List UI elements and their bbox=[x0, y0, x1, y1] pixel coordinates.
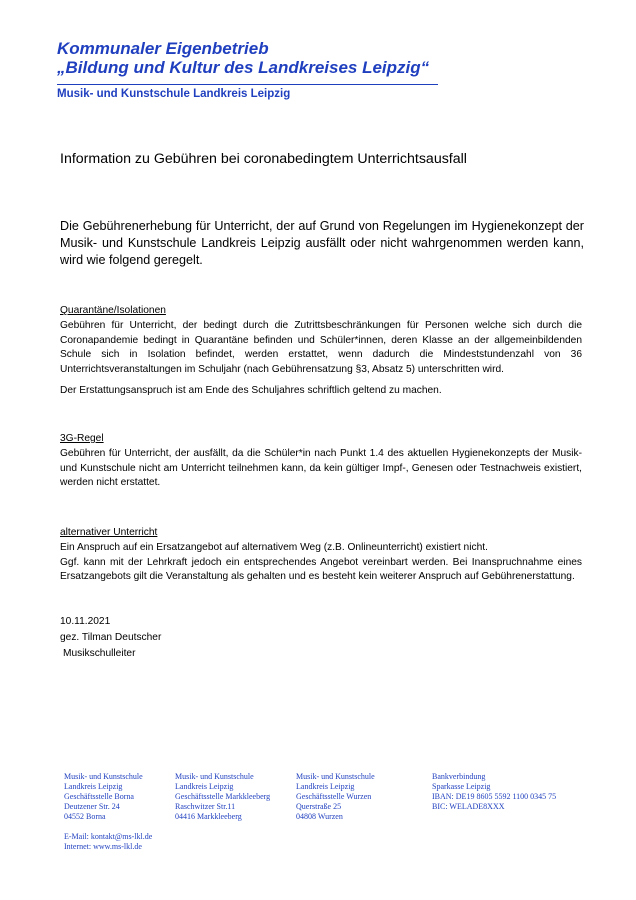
footer-contact bbox=[64, 832, 152, 852]
section-body: Ggf. kann mit der Lehrkraft jedoch ein entsprechendes Angebot vereinbart werden. Bei Inanspruchnahme eines Ersatzangebots gilt die Veranstaltung als gehalten und es besteht kein weiterer Anspruch auf Gebührenerstattung. bbox=[60, 556, 582, 583]
section-3g-rule bbox=[60, 432, 582, 491]
signature-block bbox=[60, 614, 161, 662]
school-name: Musik- und Kunstschule Landkreis Leipzig bbox=[57, 88, 291, 100]
section-body: Gebühren für Unterricht, der ausfällt, da die Schüler*in nach Punkt 1.4 des aktuellen Hygienekonzepts der Musik- und Kunstschule nicht am Unterricht teilnehmen kann, da kein gültiger Impf-, Genesen oder Testnachweis existiert, werden nicht erstattet. bbox=[60, 447, 582, 489]
footer-line: Sparkasse Leipzig bbox=[432, 782, 491, 791]
footer-line: 04552 Borna bbox=[64, 812, 106, 821]
signature-role: Musikschulleiter bbox=[63, 648, 136, 659]
footer-line: Geschäftsstelle Markkleeberg bbox=[175, 792, 271, 801]
footer-line: Musik- und Kunstschule bbox=[296, 772, 375, 781]
section-heading: Quarantäne/Isolationen bbox=[60, 305, 166, 316]
intro-paragraph: Die Gebührenerhebung für Unterricht, der auf Grund von Regelungen im Hygienekonzept der Musik- und Kunstschule Landkreis Leipzig ausfällt oder nicht wahrgenommen werden kann, wird wie folgend geregelt. bbox=[60, 219, 584, 267]
footer-line: 04416 Markkleeberg bbox=[175, 812, 242, 821]
letterhead-line-2: „Bildung und Kultur des Landkreises Leipzig“ bbox=[57, 58, 430, 77]
footer-wurzen bbox=[296, 772, 375, 822]
letterhead-divider bbox=[57, 84, 438, 85]
document-title: Information zu Gebühren bei coronabedingtem Unterrichtsausfall bbox=[60, 151, 467, 167]
footer-markkleeberg bbox=[175, 772, 270, 822]
footer-line: Geschäftsstelle Borna bbox=[64, 792, 134, 801]
footer-line: Raschwitzer Str.11 bbox=[175, 802, 236, 811]
footer-line: Landkreis Leipzig bbox=[296, 782, 355, 791]
footer-line: Geschäftsstelle Wurzen bbox=[296, 792, 372, 801]
section-heading: 3G-Regel bbox=[60, 433, 104, 444]
footer-line: Bankverbindung bbox=[432, 772, 486, 781]
signature-date: 10.11.2021 bbox=[60, 616, 111, 627]
footer-line: Landkreis Leipzig bbox=[175, 782, 234, 791]
footer-email: E-Mail: kontakt@ms-lkl.de bbox=[64, 832, 153, 841]
footer-line: Landkreis Leipzig bbox=[64, 782, 123, 791]
section-body: Gebühren für Unterricht, der bedingt durch die Zutrittsbeschränkungen für Personen welche sich durch die Coronapandemie bedingt in Quarantäne befinden und Schüler*innen, deren Klasse an der allgemeinbildenden Schule sich in Isolation befindet, werden erstattet, wenn dadurch die Mindeststundenzahl von 36 Unterrichtsveranstaltungen im Schuljahr (nach Gebührensatzung §3, Absatz 5) unterschritten wird. bbox=[60, 319, 582, 376]
footer-line: 04808 Wurzen bbox=[296, 812, 343, 821]
footer-line: Musik- und Kunstschule bbox=[64, 772, 143, 781]
letterhead bbox=[57, 39, 429, 77]
section-quarantine bbox=[60, 304, 582, 399]
footer-line: IBAN: DE19 8605 5592 1100 0345 75 bbox=[432, 792, 557, 801]
section-note: Der Erstattungsanspruch ist am Ende des Schuljahres schriftlich geltend zu machen. bbox=[60, 384, 442, 396]
footer-line: Deutzener Str. 24 bbox=[64, 802, 120, 811]
footer-line: Musik- und Kunstschule bbox=[175, 772, 254, 781]
letterhead-line-1: Kommunaler Eigenbetrieb bbox=[57, 39, 269, 58]
footer-line: Querstraße 25 bbox=[296, 802, 342, 811]
section-alternative-lessons bbox=[60, 526, 582, 585]
section-body: Ein Anspruch auf ein Ersatzangebot auf alternativem Weg (z.B. Onlineunterricht) existiert nicht. bbox=[60, 541, 488, 553]
signature-name: gez. Tilman Deutscher bbox=[60, 632, 162, 643]
footer-internet: Internet: www.ms-lkl.de bbox=[64, 842, 142, 851]
section-heading: alternativer Unterricht bbox=[60, 527, 158, 538]
footer-bank bbox=[432, 772, 556, 812]
footer-borna bbox=[64, 772, 143, 822]
footer-line: BIC: WELADE8XXX bbox=[432, 802, 505, 811]
